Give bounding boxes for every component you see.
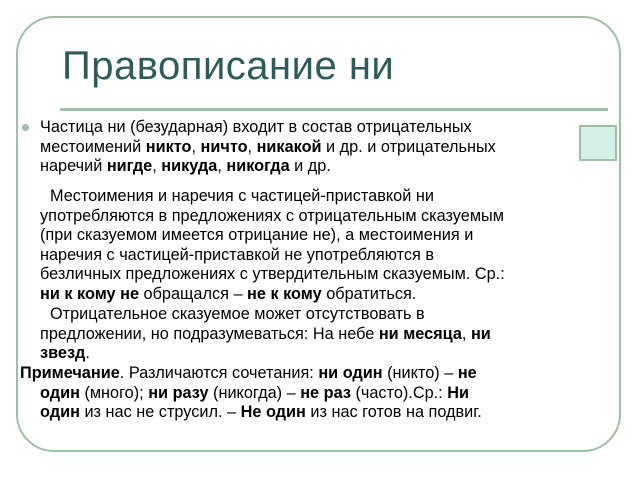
note-bold-phrase: не раз xyxy=(300,383,351,402)
p2-line-2: употребляются в предложениях с отрицательным сказуемым xyxy=(40,206,504,225)
note-text: из нас готов на подвиг. xyxy=(305,403,482,421)
title-underline xyxy=(60,108,608,111)
p1-bold-word: никакой xyxy=(256,137,322,156)
p1-bold-word: никогда xyxy=(226,157,290,175)
p2-line-3: (при сказуемом имеется отрицание не), а местоимения и xyxy=(40,226,474,244)
p2-line-6 xyxy=(40,285,505,305)
paragraph-3 xyxy=(40,305,491,364)
slide-title: Правописание ни xyxy=(62,44,395,88)
note-bold-phrase: ни разу xyxy=(148,383,209,402)
note-text: (никто) – xyxy=(382,364,458,382)
note-line-2 xyxy=(20,384,482,404)
note-bold-phrase: не xyxy=(457,364,477,382)
p2-line-1: Местоимения и наречия с частицей-приставкой ни xyxy=(50,187,434,205)
p1-line-1: Частица ни (безударная) входит в состав отрицательных xyxy=(40,118,472,136)
p3-bold-word: ни месяца xyxy=(378,324,462,343)
p1-text: и др. xyxy=(289,157,331,175)
note-bold-phrase: Ни xyxy=(447,383,469,402)
p1-bold-word: никуда xyxy=(161,157,218,175)
p1-text: и др. и отрицательных xyxy=(321,137,496,156)
p1-line-2 xyxy=(40,138,496,158)
p3-bold-word: звезд xyxy=(40,344,86,362)
p1-line-3 xyxy=(40,157,496,177)
p3-line-1: Отрицательное сказуемое может отсутствовать в xyxy=(50,305,425,323)
p1-bold-word: нигде xyxy=(106,157,153,175)
p2-line-5: безличных предложениях с утвердительным сказуемым. Ср.: xyxy=(40,265,505,283)
note-text: . Различаются сочетания: xyxy=(119,364,319,382)
p1-text: , xyxy=(152,157,162,175)
p2-bold-phrase: не к кому xyxy=(247,284,322,303)
note-line-3 xyxy=(20,403,482,423)
p3-text: , xyxy=(461,324,471,343)
p1-bold-word: никто xyxy=(145,137,192,156)
p1-text: наречий xyxy=(40,157,107,175)
accent-box xyxy=(579,125,617,161)
p1-text: , xyxy=(217,157,227,175)
p1-text: , xyxy=(191,137,201,156)
p2-bold-phrase: ни к кому не xyxy=(40,284,139,303)
bullet-icon xyxy=(22,124,29,131)
note-text: (никогда) – xyxy=(208,383,301,402)
p1-bold-word: ничто xyxy=(200,137,248,156)
paragraph-1 xyxy=(40,118,496,177)
note-paragraph xyxy=(20,364,482,423)
p2-line-4: наречия с частицей-приставкой не употребляются в xyxy=(40,245,434,264)
p2-text: обращался – xyxy=(139,284,248,303)
note-bold-phrase: ни один xyxy=(318,364,383,382)
note-bold-phrase: один xyxy=(40,383,80,402)
note-label: Примечание xyxy=(20,364,120,382)
note-text: (часто).Ср.: xyxy=(350,383,448,402)
p3-bold-word: ни xyxy=(470,324,491,343)
note-bold-phrase: один xyxy=(40,403,80,421)
p1-text: местоимений xyxy=(40,137,146,156)
note-text: из нас не струсил. – xyxy=(79,403,241,421)
p2-text: обратиться. xyxy=(321,284,417,303)
note-line-1 xyxy=(20,364,482,384)
p3-line-2 xyxy=(40,325,491,345)
paragraph-2 xyxy=(40,187,505,304)
p3-text: . xyxy=(85,344,90,362)
p1-text: , xyxy=(247,137,257,156)
note-bold-phrase: Не один xyxy=(240,403,306,421)
note-text: (много); xyxy=(79,383,149,402)
p3-text: предложении, но подразумеваться: На небе xyxy=(40,324,379,343)
p3-line-3 xyxy=(40,344,491,364)
